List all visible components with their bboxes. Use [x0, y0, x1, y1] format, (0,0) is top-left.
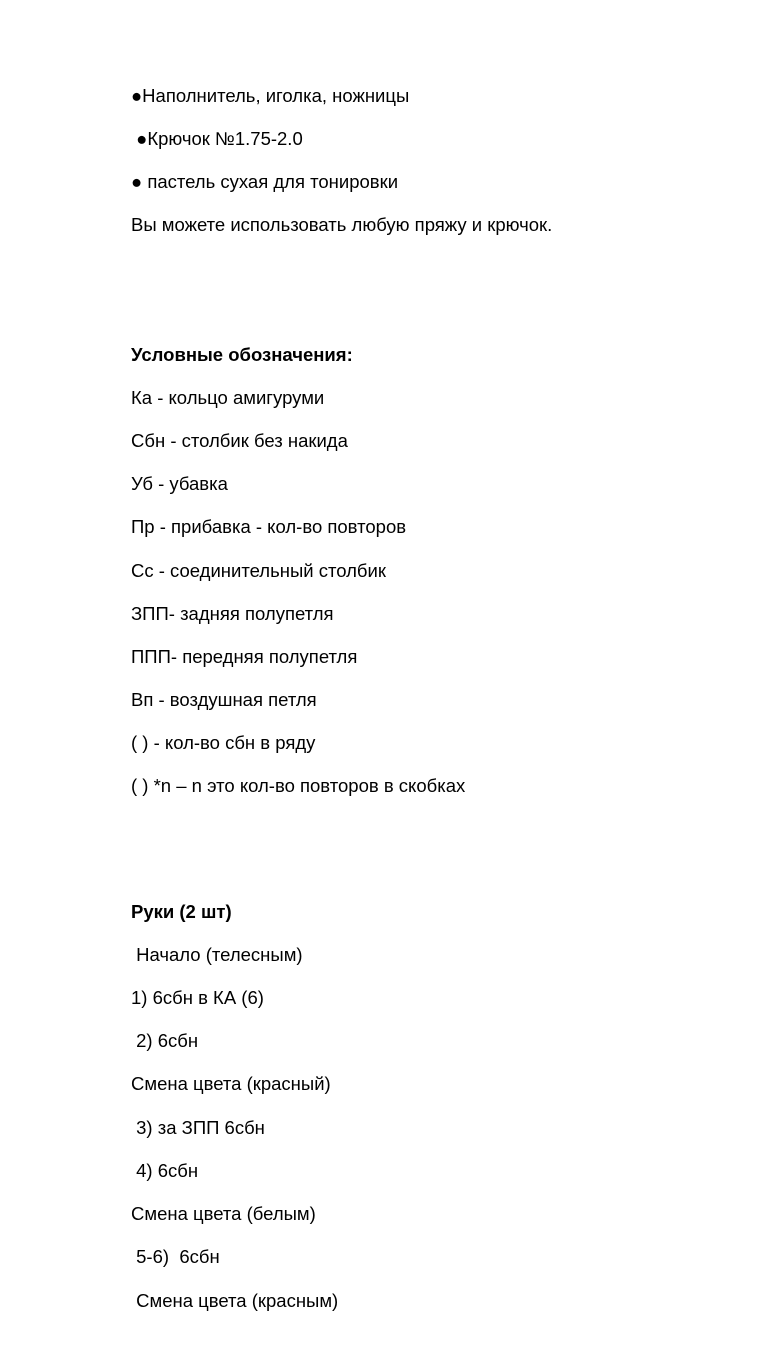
arms-title: Руки (2 шт) [131, 901, 232, 922]
legend-item: Сбн - столбик без накида [131, 430, 348, 451]
arms-step: 1) 6сбн в КА (6) [131, 987, 264, 1008]
arms-step: Начало (телесным) [131, 944, 303, 965]
legend-item: Уб - убавка [131, 473, 228, 494]
arms-step: Смена цвета (красный) [131, 1073, 331, 1094]
arms-step: Смена цвета (белым) [131, 1203, 316, 1224]
legend-title: Условные обозначения: [131, 344, 353, 365]
legend-item: Сс - соединительный столбик [131, 560, 386, 581]
materials-line-1: ●Наполнитель, иголка, ножницы [131, 85, 410, 106]
legend-item: ( ) - кол-во сбн в ряду [131, 732, 316, 753]
legend-item: Ка - кольцо амигуруми [131, 387, 325, 408]
arms-step: Смена цвета (красным) [131, 1290, 339, 1311]
legend-item: ЗПП- задняя полупетля [131, 603, 334, 624]
legend-item: ( ) *n – n это кол-во повторов в скобках [131, 775, 466, 796]
materials-line-2: ●Крючок №1.75-2.0 [131, 128, 303, 149]
arms-step: 4) 6сбн [131, 1160, 199, 1181]
arms-step: 5-6) 6сбн [131, 1246, 220, 1267]
arms-step: 2) 6сбн [131, 1030, 199, 1051]
arms-step: 3) за ЗПП 6сбн [131, 1117, 265, 1138]
legend-item: ППП- передняя полупетля [131, 646, 358, 667]
legend-item: Пр - прибавка - кол-во повторов [131, 516, 407, 537]
materials-note: Вы можете использовать любую пряжу и крючок. [131, 214, 553, 235]
materials-line-3: ● пастель сухая для тонировки [131, 171, 399, 192]
legend-item: Вп - воздушная петля [131, 689, 317, 710]
